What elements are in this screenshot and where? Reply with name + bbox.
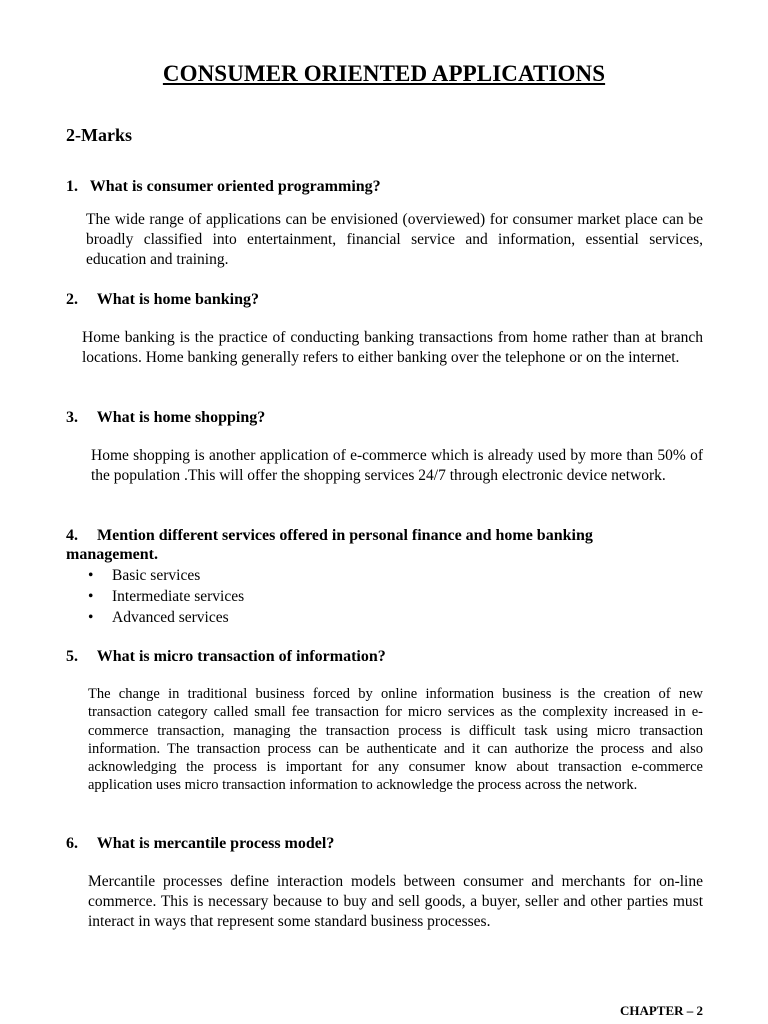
question-5 bbox=[66, 647, 386, 666]
question-3 bbox=[66, 408, 265, 427]
question-text: What is home banking? bbox=[96, 291, 259, 308]
question-text: What is micro transaction of information? bbox=[96, 648, 386, 665]
answer-2: Home banking is the practice of conducting banking transactions from home rather than at branch locations. Home banking generally refers to either banking over the telephone or on the internet. bbox=[82, 329, 703, 366]
answer-5: The change in traditional business forced by online information business is the creation of new transaction category called small fee transaction for micro services as the complexity increased in e-commerce transaction, managing the transaction process is difficult task using micro transaction information. The transaction process can be authenticate and it can authorize the process and also acknowledging the process is important for any consumer know about transaction e-commerce application uses micro transaction information to acknowledge the process across the network. bbox=[88, 686, 703, 794]
services-list bbox=[88, 565, 244, 628]
question-2 bbox=[66, 290, 259, 309]
list-item-label: Basic services bbox=[112, 567, 201, 584]
question-4 bbox=[66, 526, 686, 564]
question-number: 3. bbox=[66, 409, 78, 426]
bullet-icon: • bbox=[88, 609, 94, 626]
list-item bbox=[88, 586, 244, 607]
page-title: CONSUMER ORIENTED APPLICATIONS bbox=[162, 61, 606, 86]
list-item-label: Intermediate services bbox=[112, 588, 245, 605]
question-6 bbox=[66, 834, 334, 853]
list-item bbox=[88, 565, 244, 586]
question-text: What is mercantile process model? bbox=[96, 835, 335, 852]
question-1 bbox=[66, 177, 381, 196]
section-heading: 2-Marks bbox=[66, 125, 132, 145]
answer-3: Home shopping is another application of e-commerce which is already used by more than 50% of the population .This will offer the shopping services 24/7 through electronic device network. bbox=[91, 447, 703, 484]
answer-6: Mercantile processes define interaction models between consumer and merchants for on-line commerce. This is necessary because to buy and sell goods, a buyer, seller and other parties must interact in ways that represent some standard business processes. bbox=[88, 873, 703, 930]
bullet-icon: • bbox=[88, 567, 94, 584]
question-text: What is home shopping? bbox=[96, 409, 266, 426]
chapter-footer: CHAPTER – 2 bbox=[619, 1003, 703, 1018]
answer-1: The wide range of applications can be envisioned (overviewed) for consumer market place can be broadly classified into entertainment, financial service and information, essential services, education and training. bbox=[86, 211, 703, 268]
question-number: 5. bbox=[66, 648, 78, 665]
question-text: What is consumer oriented programming? bbox=[89, 178, 381, 195]
bullet-icon: • bbox=[88, 588, 94, 605]
question-number: 6. bbox=[66, 835, 78, 852]
list-item bbox=[88, 607, 244, 628]
question-text: Mention different services offered in personal finance and home banking management. bbox=[66, 527, 593, 563]
question-number: 2. bbox=[66, 291, 78, 308]
list-item-label: Advanced services bbox=[112, 609, 229, 626]
question-number: 1. bbox=[66, 178, 78, 195]
question-number: 4. bbox=[66, 527, 78, 544]
